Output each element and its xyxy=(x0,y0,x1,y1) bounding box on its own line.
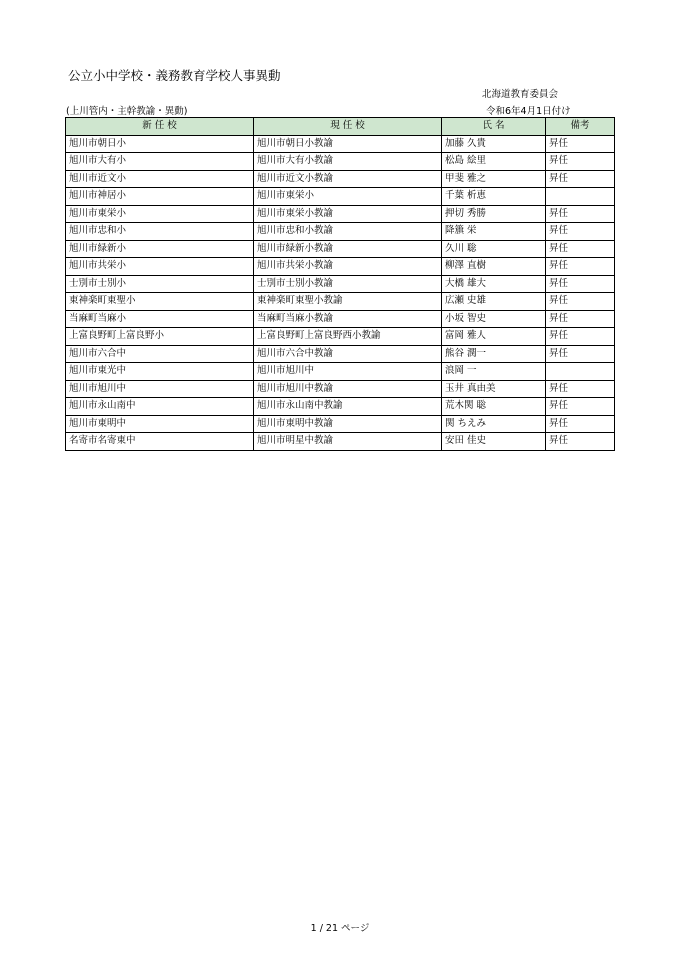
name-cell: 安田 佳史 xyxy=(442,433,546,451)
table-row xyxy=(66,398,615,416)
name-cell: 千葉 析恵 xyxy=(442,188,546,206)
remarks-cell: 昇任 xyxy=(546,380,615,398)
new-school-cell: 旭川市永山南中 xyxy=(66,398,254,416)
remarks-cell: 昇任 xyxy=(546,415,615,433)
table-row xyxy=(66,240,615,258)
table-row xyxy=(66,363,615,381)
new-school-cell: 旭川市神居小 xyxy=(66,188,254,206)
current-school-cell: 旭川市永山南中教諭 xyxy=(254,398,442,416)
remarks-cell: 昇任 xyxy=(546,275,615,293)
remarks-cell: 昇任 xyxy=(546,223,615,241)
current-school-cell: 旭川市東明中教諭 xyxy=(254,415,442,433)
table-row xyxy=(66,135,615,153)
name-cell: 熊谷 潤一 xyxy=(442,345,546,363)
current-school-cell: 旭川市共栄小教諭 xyxy=(254,258,442,276)
current-school-cell: 旭川市明星中教諭 xyxy=(254,433,442,451)
table-row xyxy=(66,415,615,433)
current-school-cell: 旭川市緑新小教諭 xyxy=(254,240,442,258)
name-cell: 浪岡 一 xyxy=(442,363,546,381)
remarks-cell: 昇任 xyxy=(546,328,615,346)
table-row xyxy=(66,328,615,346)
new-school-cell: 旭川市共栄小 xyxy=(66,258,254,276)
header-current-school: 現 任 校 xyxy=(254,118,442,136)
table-row xyxy=(66,380,615,398)
name-cell: 小坂 智史 xyxy=(442,310,546,328)
table-row xyxy=(66,188,615,206)
remarks-cell: 昇任 xyxy=(546,258,615,276)
remarks-cell: 昇任 xyxy=(546,310,615,328)
table-row xyxy=(66,345,615,363)
new-school-cell: 旭川市東明中 xyxy=(66,415,254,433)
personnel-table xyxy=(65,117,615,451)
current-school-cell: 旭川市近文小教諭 xyxy=(254,170,442,188)
current-school-cell: 旭川市旭川中 xyxy=(254,363,442,381)
page-number: 1 / 21 ページ xyxy=(310,923,370,934)
current-school-cell: 旭川市東栄小教諭 xyxy=(254,205,442,223)
new-school-cell: 旭川市大有小 xyxy=(66,153,254,171)
new-school-cell: 当麻町当麻小 xyxy=(66,310,254,328)
new-school-cell: 旭川市東光中 xyxy=(66,363,254,381)
remarks-cell: 昇任 xyxy=(546,205,615,223)
new-school-cell: 旭川市旭川中 xyxy=(66,380,254,398)
remarks-cell: 昇任 xyxy=(546,345,615,363)
header-name: 氏 名 xyxy=(442,118,546,136)
new-school-cell: 名寄市名寄東中 xyxy=(66,433,254,451)
current-school-cell: 旭川市忠和小教諭 xyxy=(254,223,442,241)
remarks-cell xyxy=(546,188,615,206)
remarks-cell: 昇任 xyxy=(546,398,615,416)
remarks-cell: 昇任 xyxy=(546,293,615,311)
effective-date: 令和6年4月1日付け xyxy=(486,106,571,117)
remarks-cell: 昇任 xyxy=(546,170,615,188)
remarks-cell xyxy=(546,363,615,381)
name-cell: 押切 秀勝 xyxy=(442,205,546,223)
current-school-cell: 東神楽町東聖小教諭 xyxy=(254,293,442,311)
table-row xyxy=(66,310,615,328)
table-row xyxy=(66,153,615,171)
table-row xyxy=(66,258,615,276)
current-school-cell: 士別市士別小教諭 xyxy=(254,275,442,293)
new-school-cell: 旭川市六合中 xyxy=(66,345,254,363)
new-school-cell: 東神楽町東聖小 xyxy=(66,293,254,311)
name-cell: 玉井 真由美 xyxy=(442,380,546,398)
table-row xyxy=(66,223,615,241)
table-body xyxy=(66,135,615,450)
current-school-cell: 旭川市朝日小教諭 xyxy=(254,135,442,153)
table-row xyxy=(66,170,615,188)
name-cell: 降籏 栄 xyxy=(442,223,546,241)
current-school-cell: 上富良野町上富良野西小教諭 xyxy=(254,328,442,346)
document-title: 公立小中学校・義務教育学校人事異動 xyxy=(68,68,281,83)
name-cell: 広瀬 史雄 xyxy=(442,293,546,311)
name-cell: 大橋 雄大 xyxy=(442,275,546,293)
remarks-cell: 昇任 xyxy=(546,240,615,258)
document-subtitle: (上川管内・主幹教諭・異動) xyxy=(66,106,188,117)
name-cell: 関 ちえみ xyxy=(442,415,546,433)
new-school-cell: 旭川市忠和小 xyxy=(66,223,254,241)
header-new-school: 新 任 校 xyxy=(66,118,254,136)
table-row xyxy=(66,205,615,223)
header-remarks: 備考 xyxy=(546,118,615,136)
remarks-cell: 昇任 xyxy=(546,135,615,153)
current-school-cell: 旭川市東栄小 xyxy=(254,188,442,206)
name-cell: 加藤 久貴 xyxy=(442,135,546,153)
table-row xyxy=(66,293,615,311)
table-header-row xyxy=(66,118,615,136)
table-row xyxy=(66,275,615,293)
new-school-cell: 旭川市朝日小 xyxy=(66,135,254,153)
new-school-cell: 士別市士別小 xyxy=(66,275,254,293)
name-cell: 甲斐 雅之 xyxy=(442,170,546,188)
new-school-cell: 旭川市東栄小 xyxy=(66,205,254,223)
name-cell: 久川 聡 xyxy=(442,240,546,258)
current-school-cell: 旭川市六合中教諭 xyxy=(254,345,442,363)
remarks-cell: 昇任 xyxy=(546,153,615,171)
current-school-cell: 当麻町当麻小教諭 xyxy=(254,310,442,328)
new-school-cell: 上富良野町上富良野小 xyxy=(66,328,254,346)
current-school-cell: 旭川市大有小教諭 xyxy=(254,153,442,171)
remarks-cell: 昇任 xyxy=(546,433,615,451)
current-school-cell: 旭川市旭川中教諭 xyxy=(254,380,442,398)
issuer: 北海道教育委員会 xyxy=(482,89,559,100)
name-cell: 柳澤 直樹 xyxy=(442,258,546,276)
new-school-cell: 旭川市緑新小 xyxy=(66,240,254,258)
name-cell: 富岡 雅人 xyxy=(442,328,546,346)
name-cell: 荒木関 聡 xyxy=(442,398,546,416)
name-cell: 松島 絵里 xyxy=(442,153,546,171)
table-row xyxy=(66,433,615,451)
new-school-cell: 旭川市近文小 xyxy=(66,170,254,188)
